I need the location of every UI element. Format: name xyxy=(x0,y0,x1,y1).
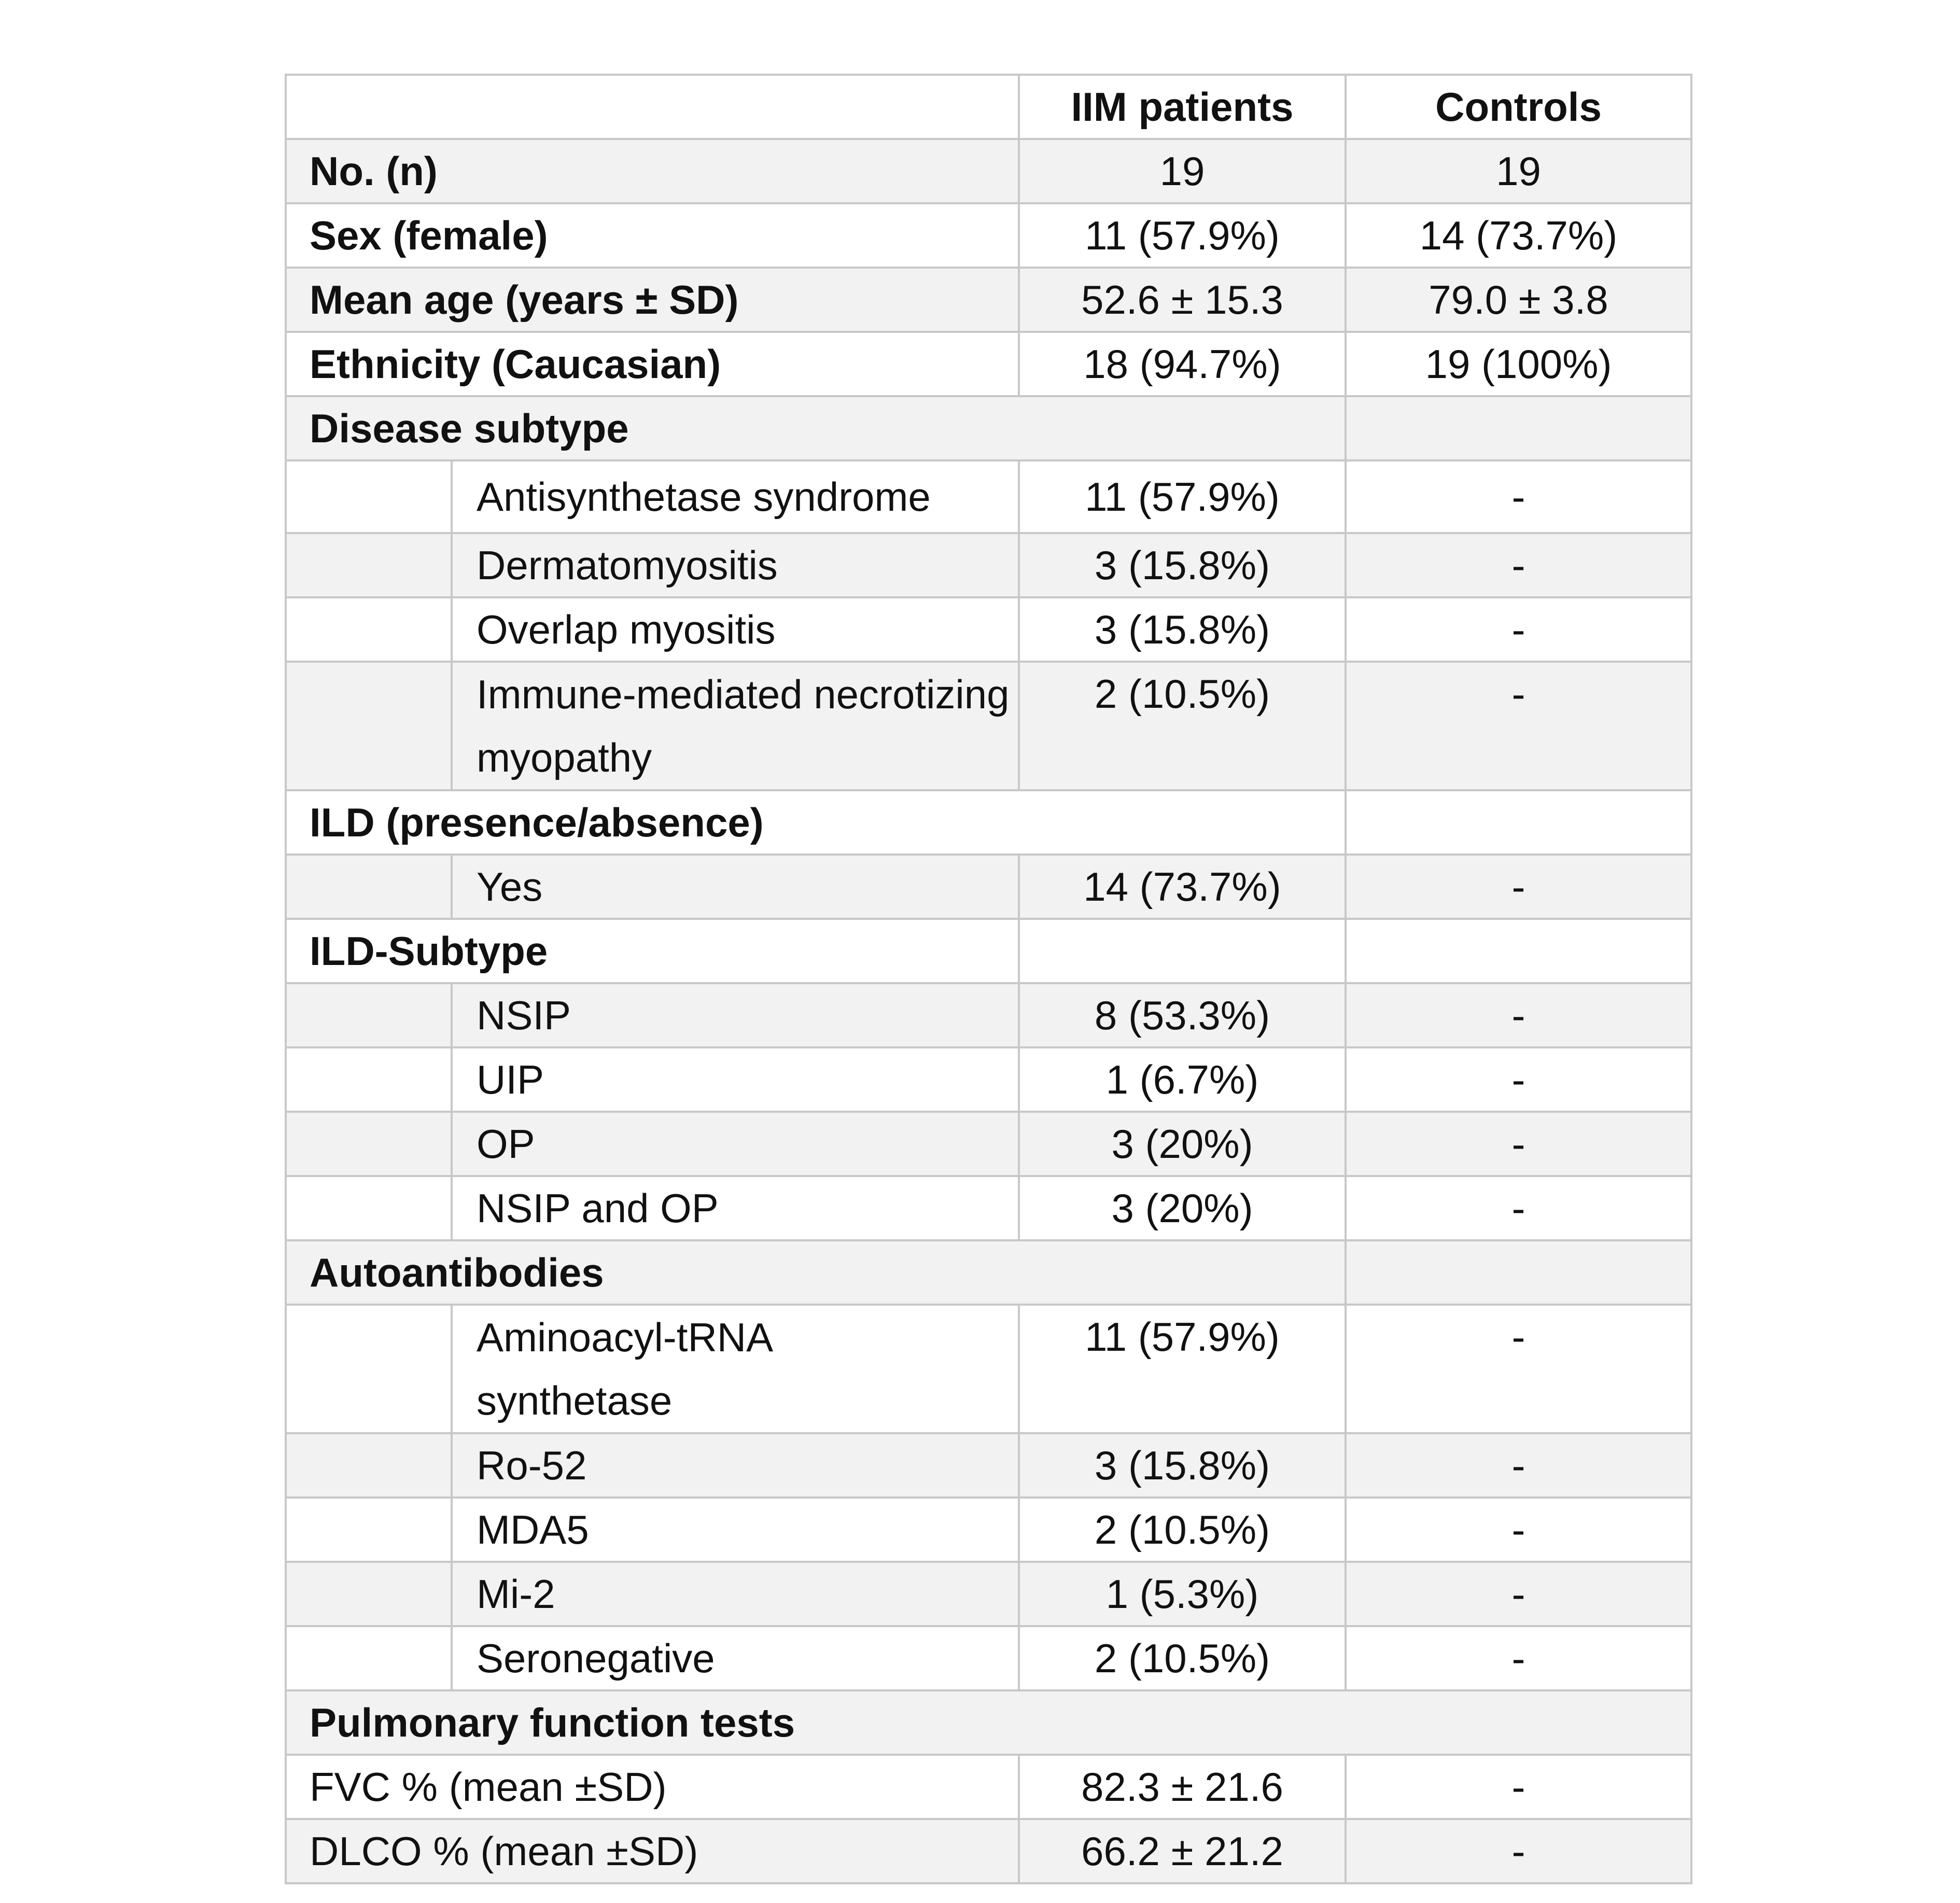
controls-value: - xyxy=(1346,1047,1691,1112)
indent-cell xyxy=(286,1176,452,1240)
iim-value: 2 (10.5%) xyxy=(1019,662,1346,790)
iim-value: 11 (57.9%) xyxy=(1019,1305,1346,1433)
row-label: Aminoacyl-tRNA synthetase xyxy=(452,1305,1019,1433)
table-row xyxy=(286,1047,1691,1112)
section-title-pulmonary: Pulmonary function tests xyxy=(286,1690,1691,1755)
controls-value: 19 xyxy=(1346,139,1691,203)
row-label: Overlap myositis xyxy=(452,597,1019,662)
empty-cell xyxy=(1346,919,1691,983)
table-row xyxy=(286,460,1691,533)
iim-value: 3 (15.8%) xyxy=(1019,1433,1346,1498)
iim-value: 3 (15.8%) xyxy=(1019,597,1346,662)
controls-value: - xyxy=(1346,597,1691,662)
iim-value: 8 (53.3%) xyxy=(1019,983,1346,1047)
table-row xyxy=(286,1626,1691,1690)
section-header-row xyxy=(286,1240,1691,1305)
iim-value: 3 (20%) xyxy=(1019,1112,1346,1176)
iim-value: 11 (57.9%) xyxy=(1019,203,1346,268)
table-row xyxy=(286,662,1691,790)
section-title-ild-subtype: ILD-Subtype xyxy=(286,919,1019,983)
iim-value: 3 (20%) xyxy=(1019,1176,1346,1240)
row-label: Ethnicity (Caucasian) xyxy=(286,332,1019,396)
empty-cell xyxy=(1346,396,1691,460)
header-empty-cell xyxy=(286,75,1019,139)
iim-value: 19 xyxy=(1019,139,1346,203)
controls-value: - xyxy=(1346,662,1691,790)
row-label: Seronegative xyxy=(452,1626,1019,1690)
row-label: Antisynthetase syndrome xyxy=(452,460,1019,533)
row-label: FVC % (mean ±SD) xyxy=(286,1755,1019,1819)
controls-value: - xyxy=(1346,855,1691,919)
table-row xyxy=(286,332,1691,396)
row-label: NSIP and OP xyxy=(452,1176,1019,1240)
row-label: UIP xyxy=(452,1047,1019,1112)
section-title-autoantibodies: Autoantibodies xyxy=(286,1240,1346,1305)
row-label: MDA5 xyxy=(452,1498,1019,1562)
controls-value: - xyxy=(1346,1755,1691,1819)
indent-cell xyxy=(286,1562,452,1626)
iim-value: 1 (6.7%) xyxy=(1019,1047,1346,1112)
iim-value: 82.3 ± 21.6 xyxy=(1019,1755,1346,1819)
section-header-row xyxy=(286,790,1691,855)
column-header-controls: Controls xyxy=(1346,75,1691,139)
indent-cell xyxy=(286,1626,452,1690)
controls-value: - xyxy=(1346,533,1691,597)
characteristics-table-container xyxy=(285,74,1690,1884)
table-row xyxy=(286,1562,1691,1626)
row-label: Sex (female) xyxy=(286,203,1019,268)
iim-value: 52.6 ± 15.3 xyxy=(1019,268,1346,332)
table-row xyxy=(286,1498,1691,1562)
indent-cell xyxy=(286,1305,452,1433)
row-label: Mi-2 xyxy=(452,1562,1019,1626)
table-row xyxy=(286,1176,1691,1240)
empty-cell xyxy=(1346,1240,1691,1305)
section-header-row xyxy=(286,1690,1691,1755)
controls-value: 19 (100%) xyxy=(1346,332,1691,396)
table-row xyxy=(286,1755,1691,1819)
row-label: DLCO % (mean ±SD) xyxy=(286,1819,1019,1883)
indent-cell xyxy=(286,533,452,597)
table-row xyxy=(286,1819,1691,1883)
indent-cell xyxy=(286,460,452,533)
row-label: Mean age (years ± SD) xyxy=(286,268,1019,332)
empty-cell xyxy=(1346,790,1691,855)
table-row xyxy=(286,855,1691,919)
row-label: Yes xyxy=(452,855,1019,919)
indent-cell xyxy=(286,1112,452,1176)
iim-value: 11 (57.9%) xyxy=(1019,460,1346,533)
indent-cell xyxy=(286,597,452,662)
controls-value: - xyxy=(1346,1819,1691,1883)
column-header-iim: IIM patients xyxy=(1019,75,1346,139)
iim-value: 2 (10.5%) xyxy=(1019,1626,1346,1690)
controls-value: 14 (73.7%) xyxy=(1346,203,1691,268)
table-header-row xyxy=(286,75,1691,139)
controls-value: - xyxy=(1346,1498,1691,1562)
indent-cell xyxy=(286,855,452,919)
indent-cell xyxy=(286,1047,452,1112)
table-row xyxy=(286,533,1691,597)
table-row xyxy=(286,203,1691,268)
controls-value: - xyxy=(1346,1112,1691,1176)
controls-value: - xyxy=(1346,1626,1691,1690)
table-row xyxy=(286,268,1691,332)
row-label: NSIP xyxy=(452,983,1019,1047)
section-header-row xyxy=(286,396,1691,460)
table-row xyxy=(286,139,1691,203)
controls-value: - xyxy=(1346,1176,1691,1240)
indent-cell xyxy=(286,1433,452,1498)
section-header-row xyxy=(286,919,1691,983)
controls-value: 79.0 ± 3.8 xyxy=(1346,268,1691,332)
iim-value: 1 (5.3%) xyxy=(1019,1562,1346,1626)
row-label: OP xyxy=(452,1112,1019,1176)
iim-value: 2 (10.5%) xyxy=(1019,1498,1346,1562)
indent-cell xyxy=(286,1498,452,1562)
iim-value: 14 (73.7%) xyxy=(1019,855,1346,919)
characteristics-table xyxy=(285,74,1692,1884)
empty-cell xyxy=(1019,919,1346,983)
controls-value: - xyxy=(1346,460,1691,533)
table-row xyxy=(286,983,1691,1047)
iim-value: 3 (15.8%) xyxy=(1019,533,1346,597)
controls-value: - xyxy=(1346,1305,1691,1433)
row-label: Dermatomyositis xyxy=(452,533,1019,597)
section-title-ild-presence: ILD (presence/absence) xyxy=(286,790,1346,855)
table-row xyxy=(286,1305,1691,1433)
section-title-disease-subtype: Disease subtype xyxy=(286,396,1346,460)
controls-value: - xyxy=(1346,1562,1691,1626)
controls-value: - xyxy=(1346,1433,1691,1498)
iim-value: 18 (94.7%) xyxy=(1019,332,1346,396)
iim-value: 66.2 ± 21.2 xyxy=(1019,1819,1346,1883)
table-row xyxy=(286,1433,1691,1498)
row-label: Immune-mediated necrotizing myopathy xyxy=(452,662,1019,790)
table-row xyxy=(286,1112,1691,1176)
indent-cell xyxy=(286,662,452,790)
row-label: Ro-52 xyxy=(452,1433,1019,1498)
row-label: No. (n) xyxy=(286,139,1019,203)
table-row xyxy=(286,597,1691,662)
indent-cell xyxy=(286,983,452,1047)
controls-value: - xyxy=(1346,983,1691,1047)
